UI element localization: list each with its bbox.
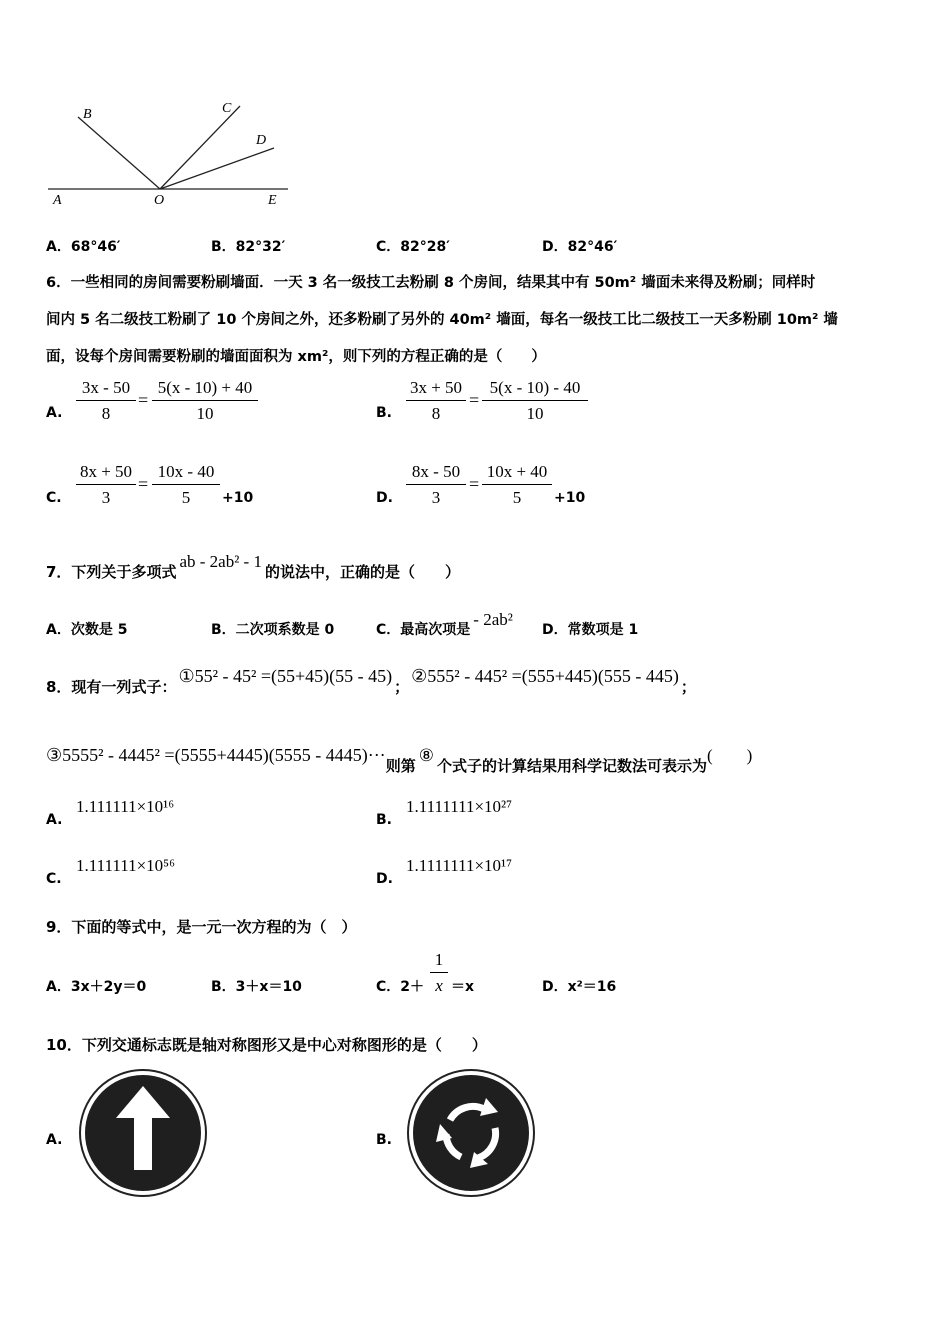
denominator: 3 — [431, 488, 441, 507]
q5-option-a[interactable] — [46, 236, 121, 256]
option-letter: B. — [376, 1132, 392, 1148]
label-B: B — [83, 107, 92, 122]
q9-stem: 9．下面的等式中，是一元一次方程的为（ ） — [46, 918, 357, 936]
option-letter: D． — [542, 239, 568, 255]
q9-option-b[interactable] — [211, 976, 302, 996]
option-letter: B． — [211, 622, 236, 638]
denominator: 8 — [431, 404, 441, 423]
option-letter: A． — [46, 239, 71, 255]
denominator: 10 — [196, 404, 214, 423]
numerator: 1 — [430, 950, 448, 973]
option-letter: D． — [542, 979, 568, 995]
fraction-left — [76, 462, 136, 508]
q7-option-b[interactable] — [211, 619, 334, 639]
q8-expression-3: ③5555² - 4445² =(5555+4445)(5555 - 4445)··· — [46, 745, 386, 765]
option-text: x²＝16 — [567, 979, 617, 995]
q8-separator-2: ； — [680, 678, 696, 696]
option-expression: - 2ab² — [473, 610, 513, 629]
q5-option-d[interactable] — [542, 236, 617, 256]
label-D: D — [256, 133, 267, 148]
q7-suffix: 的说法中，正确的是（ ） — [264, 563, 460, 581]
label-O: O — [154, 193, 165, 208]
q8-answer-paren: ( ) — [706, 746, 753, 765]
equals-sign: = — [469, 390, 480, 410]
option-text: 82°46′ — [567, 239, 618, 255]
fraction-left — [406, 462, 466, 508]
numerator: 8x - 50 — [406, 462, 466, 485]
fraction-left — [76, 378, 136, 424]
option-letter: B． — [211, 239, 236, 255]
fraction-right — [152, 462, 220, 508]
option-text: 3＋x＝10 — [235, 979, 302, 995]
ray-OD — [160, 148, 274, 189]
option-letter: C． — [376, 239, 401, 255]
q6-stem-line-1: 6．一些相同的房间需要粉刷墙面．一天 3 名一级技工去粉刷 8 个房间，结果其中有 50m² 墙面未来得及粉刷；同样时 — [46, 275, 816, 291]
denominator: 3 — [101, 488, 111, 507]
option-letter: A. — [46, 812, 63, 828]
q8-stem-line-2 — [46, 741, 753, 775]
denominator: 8 — [101, 404, 111, 423]
option-letter — [376, 976, 424, 996]
q8-circled-number: ⑧ — [418, 746, 434, 765]
denominator: 5 — [512, 488, 522, 507]
q7-stem — [46, 552, 460, 582]
straight-arrow-sign — [78, 1068, 208, 1198]
ray-OB — [78, 117, 160, 189]
numerator: 10x + 40 — [482, 462, 552, 485]
option-text: 1.1111111×10¹⁷ — [406, 856, 513, 875]
option-letter: D. — [376, 490, 393, 506]
equals-sign: = — [469, 474, 480, 494]
option-text: 最高次项是 — [400, 622, 471, 638]
q6-stem-line-2: 间内 5 名二级技工粉刷了 10 个房间之外，还多粉刷了另外的 40m² 墙面，每名一级技工比二级技工一天多粉刷 10m² 墙 — [46, 312, 838, 328]
fraction-right — [152, 378, 258, 424]
option-text: 3x＋2y＝0 — [70, 979, 147, 995]
option-letter: A. — [46, 405, 63, 421]
roundabout-sign — [406, 1068, 536, 1198]
option-text: 1.1111111×10²⁷ — [406, 797, 513, 816]
q7-prefix: 7．下列关于多项式 — [46, 563, 177, 581]
q8-stem-line-1 — [46, 666, 696, 696]
q7-expression: ab - 2ab² - 1 — [179, 552, 262, 571]
option-letter: A． — [46, 979, 71, 995]
fraction-left — [406, 378, 466, 424]
option-letter: C. — [46, 871, 62, 887]
option-letter: A. — [46, 1132, 63, 1148]
option-tail: +10 — [554, 490, 586, 506]
equals-sign: = — [138, 474, 149, 494]
q8-expression-2: ②555² - 445² =(555+445)(555 - 445) — [411, 666, 679, 686]
q8-separator-1: ； — [394, 678, 410, 696]
q7-option-c[interactable] — [376, 610, 513, 639]
option-letter: B． — [211, 979, 236, 995]
option-pre: 2＋ — [400, 979, 425, 995]
numerator: 3x + 50 — [406, 378, 466, 401]
option-tail: +10 — [222, 490, 254, 506]
q8-prefix: 8．现有一列式子： — [46, 678, 177, 696]
numerator: 3x - 50 — [76, 378, 136, 401]
option-text: 二次项系数是 0 — [235, 622, 335, 638]
denominator: 10 — [526, 404, 544, 423]
q7-option-d[interactable] — [542, 619, 638, 639]
q10-stem: 10．下列交通标志既是轴对称图形又是中心对称图形的是（ ） — [46, 1036, 487, 1054]
option-letter: C. — [46, 490, 62, 506]
numerator: 8x + 50 — [76, 462, 136, 485]
q6-stem-line-3: 面，设每个房间需要粉刷的墙面面积为 xm²，则下列的方程正确的是（ ） — [46, 349, 546, 365]
q5-option-b[interactable] — [211, 236, 285, 256]
denominator: 5 — [181, 488, 191, 507]
option-post: ＝x — [451, 979, 475, 995]
numerator: 5(x - 10) + 40 — [152, 378, 258, 401]
q9-option-d[interactable] — [542, 976, 616, 996]
option-fraction — [430, 950, 448, 996]
label-C: C — [222, 101, 232, 116]
q9-option-a[interactable] — [46, 976, 146, 996]
option-text: 1.111111×10⁵⁶ — [76, 856, 176, 875]
option-text: 68°46′ — [70, 239, 121, 255]
option-letter-text: C． — [376, 979, 401, 995]
q8-suffix: 个式子的计算结果用科学记数法可表示为 — [436, 757, 707, 775]
option-text: 1.111111×10¹⁶ — [76, 797, 175, 816]
fraction-right — [482, 462, 552, 508]
denominator: x — [435, 976, 443, 995]
label-A: A — [53, 193, 62, 208]
q5-option-c[interactable] — [376, 236, 450, 256]
angle-figure — [48, 92, 298, 212]
option-letter: D. — [376, 871, 393, 887]
ray-OC — [160, 106, 240, 189]
option-letter: A． — [46, 622, 71, 638]
q7-option-a[interactable] — [46, 619, 127, 639]
numerator: 10x - 40 — [152, 462, 220, 485]
option-text: 82°28′ — [400, 239, 450, 255]
q8-mid: 则第 — [385, 757, 416, 775]
option-text: 常数项是 1 — [567, 622, 639, 638]
label-E: E — [268, 193, 277, 208]
option-text: 次数是 5 — [70, 622, 128, 638]
numerator: 5(x - 10) - 40 — [482, 378, 588, 401]
fraction-right — [482, 378, 588, 424]
option-text: 82°32′ — [235, 239, 286, 255]
option-letter: C． — [376, 622, 401, 638]
q8-expression-1: ①55² - 45² =(55+45)(55 - 45) — [178, 666, 393, 686]
option-letter: B. — [376, 405, 392, 421]
option-letter: D． — [542, 622, 568, 638]
equals-sign: = — [138, 390, 149, 410]
option-letter: B. — [376, 812, 392, 828]
